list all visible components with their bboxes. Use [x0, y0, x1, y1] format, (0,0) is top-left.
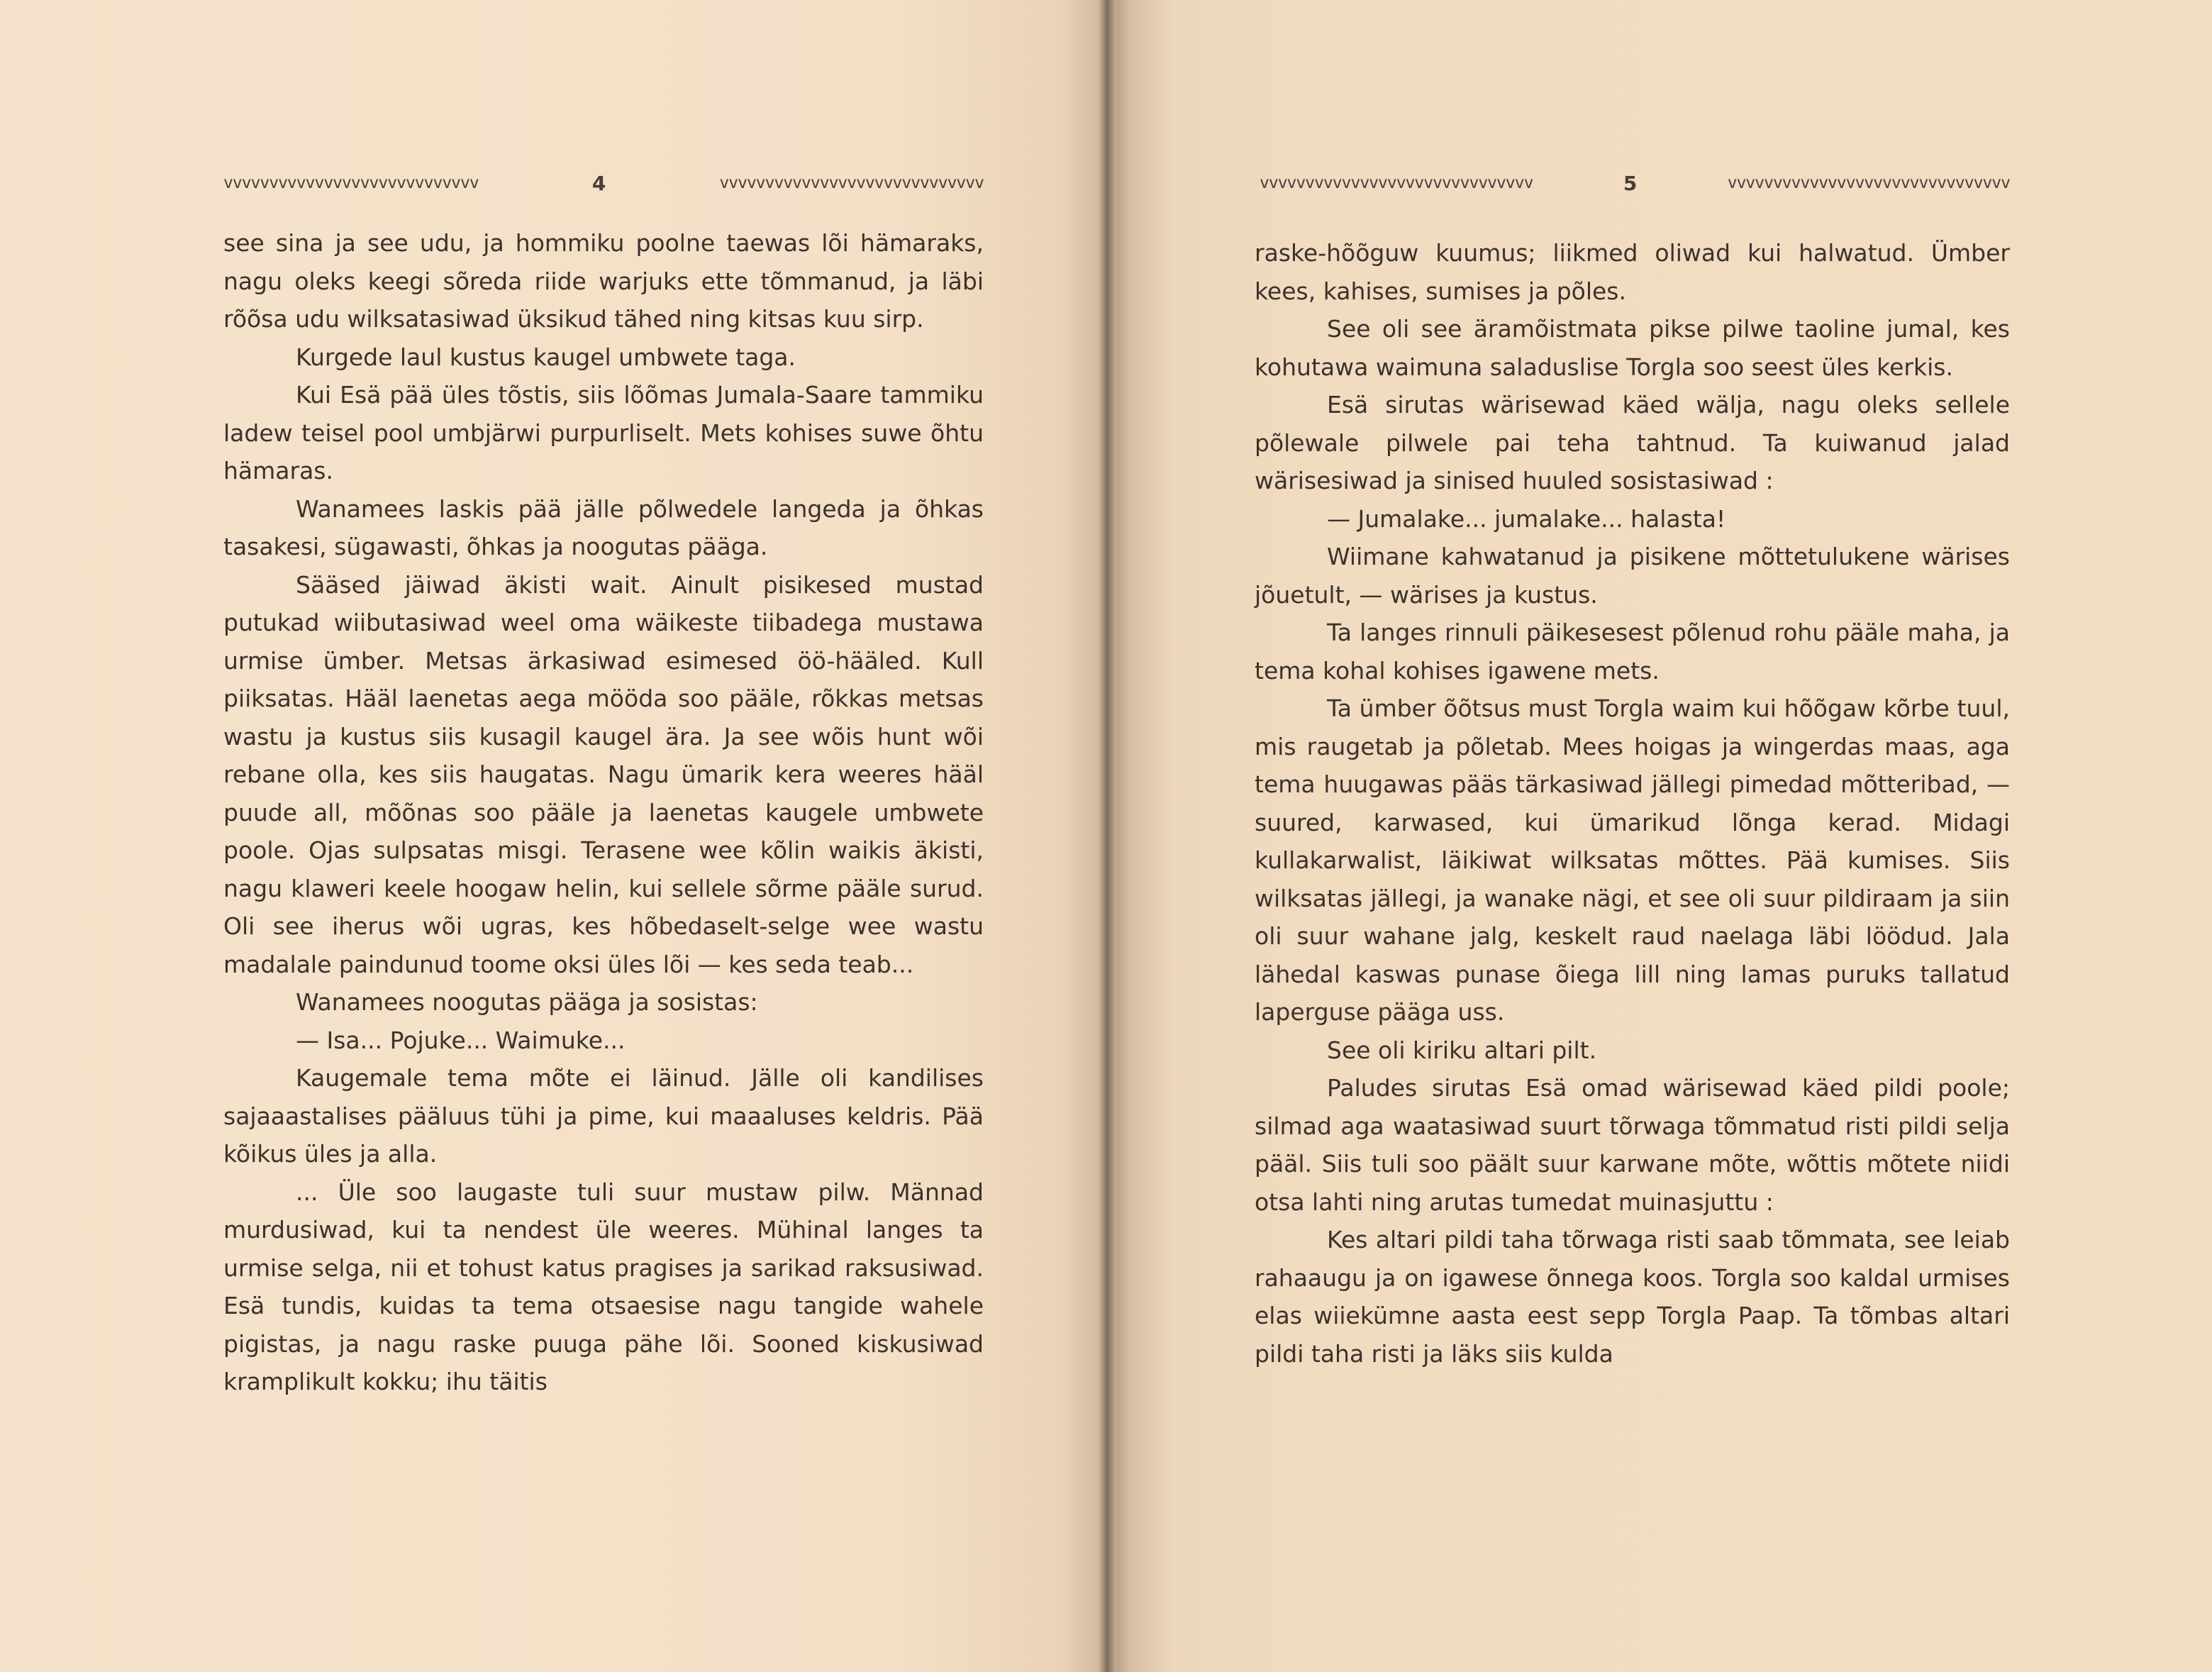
paragraph: See oli kiriku altari pilt.: [1327, 1036, 1597, 1064]
paragraph: Kurgede laul kustus kaugel umbwete taga.: [296, 343, 796, 371]
paragraph: raske-hõõguw kuumus; liikmed oliwad kui halwatud. Ümber kees, kahises, sumises ja põles.: [1255, 239, 2010, 305]
left-running-head: [223, 169, 984, 197]
book-gutter: [1098, 0, 1116, 1672]
paragraph: Kes altari pildi taha tõrwaga risti saab tõmmata, see leiab rahaaugu ja on igawese õnnega koos. Torgla soo kaldal urmises elas wiiekümne aasta eest sepp Torgla Paap. Ta tõmbas altari pildi taha risti ja läks siis kulda: [1255, 1226, 2010, 1368]
page-number: 4: [591, 171, 606, 195]
paragraph: See oli see äramõistmata pikse pilwe taoline jumal, kes kohutawa waimuna saladuslise Torgla soo seest üles kerkis.: [1255, 315, 2010, 381]
dialogue-line: — Isa... Pojuke... Waimuke...: [296, 1026, 626, 1054]
left-page-text: [223, 224, 984, 1401]
page-number: 5: [1623, 171, 1638, 195]
header-ornament: vvvvvvvvvvvvvvvvvvvvvvvvvvvvvvv: [1727, 174, 2010, 192]
paragraph: see sina ja see udu, ja hommiku poolne taewas lõi hämaraks, nagu oleks keegi sõreda riide warjuks ette tõmmanud, ja läbi rõõsa udu wilksatasiwad üksikud tähed ning kitsas kuu sirp.: [223, 229, 984, 333]
header-ornament: vvvvvvvvvvvvvvvvvvvvvvvvvvvvv: [719, 174, 984, 192]
paragraph: Wiimane kahwatanud ja pisikene mõttetulukene wärises jõuetult, — wärises ja kustus.: [1255, 543, 2010, 609]
paragraph: Esä sirutas wärisewad käed wälja, nagu oleks sellele põlewale pilwele pai teha tahtnud. Ta kuiwanud jalad wärisesiwad ja sinised huuled sosistasiwad :: [1255, 391, 2010, 494]
dialogue-line: — Jumalake... jumalake... halasta!: [1327, 504, 1726, 533]
header-ornament: vvvvvvvvvvvvvvvvvvvvvvvvvvvv: [223, 174, 479, 192]
paragraph: Ta langes rinnuli päikesesest põlenud rohu pääle maha, ja tema kohal kohises igawene mets.: [1255, 619, 2010, 685]
paragraph: ... Üle soo laugaste tuli suur mustaw pilw. Männad murdusiwad, kui ta nendest üle weeres. Mühinal langes ta urmise selga, nii et tohust katus pragises ja sarikad raksusiwad. Esä tundis, kuidas ta tema otsaesise nagu tangide wahele pigistas, ja nagu raske puuga pähe lõi. Sooned kiskusiwad kramplikult kokku; ihu täitis: [223, 1178, 984, 1395]
header-ornament: vvvvvvvvvvvvvvvvvvvvvvvvvvvvvv: [1260, 174, 1533, 192]
paragraph: Kaugemale tema mõte ei läinud. Jälle oli kandilises sajaaastalises pääluus tühi ja pime, kui maaaluses keldris. Pää kõikus üles ja alla.: [223, 1064, 984, 1168]
paragraph: Sääsed jäiwad äkisti wait. Ainult pisikesed mustad putukad wiibutasiwad weel oma wäikeste tiibadega mustawa urmise ümber. Metsas ärkasiwad esimesed öö-hääled. Kull piiksatas. Hääl laenetas aega mööda soo pääle, rõkkas metsas wastu ja kustus siis kusagil kaugel ära. Ja see wõis hunt wõi rebane olla, kes siis haugatas. Nagu ümarik kera weeres hääl puude all, mõõnas soo pääle ja laenetas kaugele umbwete poole. Ojas sulpsatas misgi. Terasene wee kõlin waikis äkisti, nagu klaweri keele hoogaw helin, kui sellele sõrme pääle surud. Oli see iherus wõi ugras, kes hõbedaselt-selge wee wastu madalale paindunud toome oksi üles lõi — kes seda teab...: [223, 570, 984, 978]
paragraph: Kui Esä pää üles tõstis, siis lõõmas Jumala-Saare tammiku ladew teisel pool umbjärwi purpurliselt. Mets kohises suwe õhtu hämaras.: [223, 381, 984, 485]
right-page: [1108, 0, 2212, 1672]
right-running-head: [1260, 169, 2010, 197]
paragraph: Ta ümber õõtsus must Torgla waim kui hõõgaw kõrbe tuul, mis raugetab ja põletab. Mees hoigas ja wingerdas maas, aga tema huugawas pääs tärkasiwad jällegi pimedad mõtteribad, — suured, karwased, kui ümarikud lõnga kerad. Midagi kullakarwalist, läikiwat wilksatas mõttes. Pää kumises. Siis wilksatas jällegi, ja wanake nägi, et see oli suur pildiraam ja siin oli suur wahane jalg, keskelt raud naelaga läbi löödud. Jala lähedal kaswas punase õiega lill ning lamas puruks tallatud laperguse pääga uss.: [1255, 694, 2010, 1026]
paragraph: Paludes sirutas Esä omad wärisewad käed pildi poole; silmad aga waatasiwad suurt tõrwaga tõmmatud risti pildi selja pääl. Siis tuli soo päält suur karwane mõte, wõttis mõtete niidi otsa lahti ning arutas tumedat muinasjuttu :: [1255, 1074, 2010, 1216]
right-page-text: [1255, 234, 2010, 1373]
paragraph: Wanamees laskis pää jälle põlwedele langeda ja õhkas tasakesi, sügawasti, õhkas ja noogutas pääga.: [223, 494, 984, 560]
paragraph: Wanamees noogutas pääga ja sosistas:: [296, 988, 758, 1016]
